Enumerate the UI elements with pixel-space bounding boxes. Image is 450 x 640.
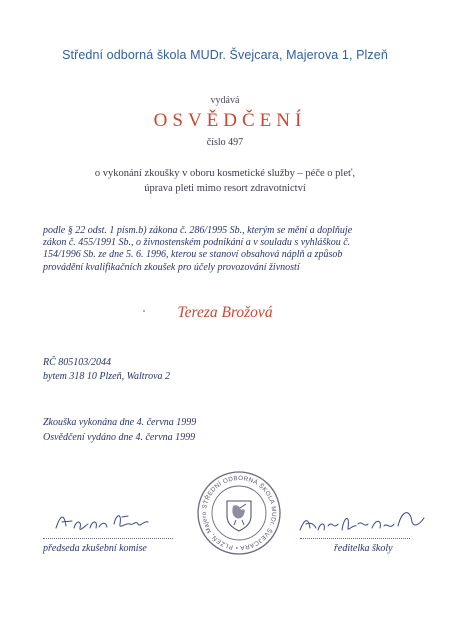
director-signature-line — [300, 538, 410, 539]
legal-line-3: 154/1996 Sb. ze dne 5. 6. 1996, kterou se stanoví obsahová náplň a způsob — [43, 249, 343, 261]
chair-role-label: předseda zkušební komise — [43, 543, 147, 554]
purpose-line-1: o vykonání zkoušky v oboru kosmetické služby – péče o pleť, — [94, 168, 356, 179]
exam-date: Zkouška vykonána dne 4. června 1999 — [43, 417, 197, 428]
coat-of-arms-icon — [227, 501, 251, 531]
legal-line-1: podle § 22 odst. 1 písm.b) zákona č. 286/1995 Sb., kterým se mění a doplňuje — [43, 225, 353, 236]
purpose-line-2: úprava pleti mimo resort zdravotnictví — [144, 183, 306, 194]
legal-line-4: provádění kvalifikačních zkoušek pro účely provozování živností — [43, 261, 300, 273]
director-signature — [298, 502, 428, 538]
chair-signature-line — [43, 538, 173, 539]
holder-name: Tereza Brožová — [177, 304, 273, 321]
issues-label: vydává — [210, 95, 240, 106]
legal-line-2: zákon č. 455/1991 Sb., o živnostenském podnikání a v souladu s vyhláškou č. — [43, 237, 351, 249]
director-role-label: ředitelka školy — [334, 543, 393, 554]
document-number: číslo 497 — [206, 137, 244, 148]
school-header: Střední odborná škola MUDr. Švejcara, Majerova 1, Plzeň — [62, 48, 388, 62]
stamp-text: STŘEDNÍ ODBORNÁ ŠKOLA MUDr. ŠVEJCARA • PLZEŇ, Majero — [200, 474, 278, 552]
chair-signature — [52, 502, 162, 536]
issue-date: Osvědčení vydáno dne 4. června 1999 — [43, 432, 196, 443]
document-title: OSVĚDČENÍ — [153, 110, 307, 131]
birth-number: RČ 805103/2044 — [43, 357, 112, 368]
official-stamp — [196, 470, 282, 556]
legal-basis-text — [43, 225, 411, 274]
holder-address: bytem 318 10 Plzeň, Waltrova 2 — [43, 371, 171, 382]
purpose-text — [0, 166, 450, 196]
